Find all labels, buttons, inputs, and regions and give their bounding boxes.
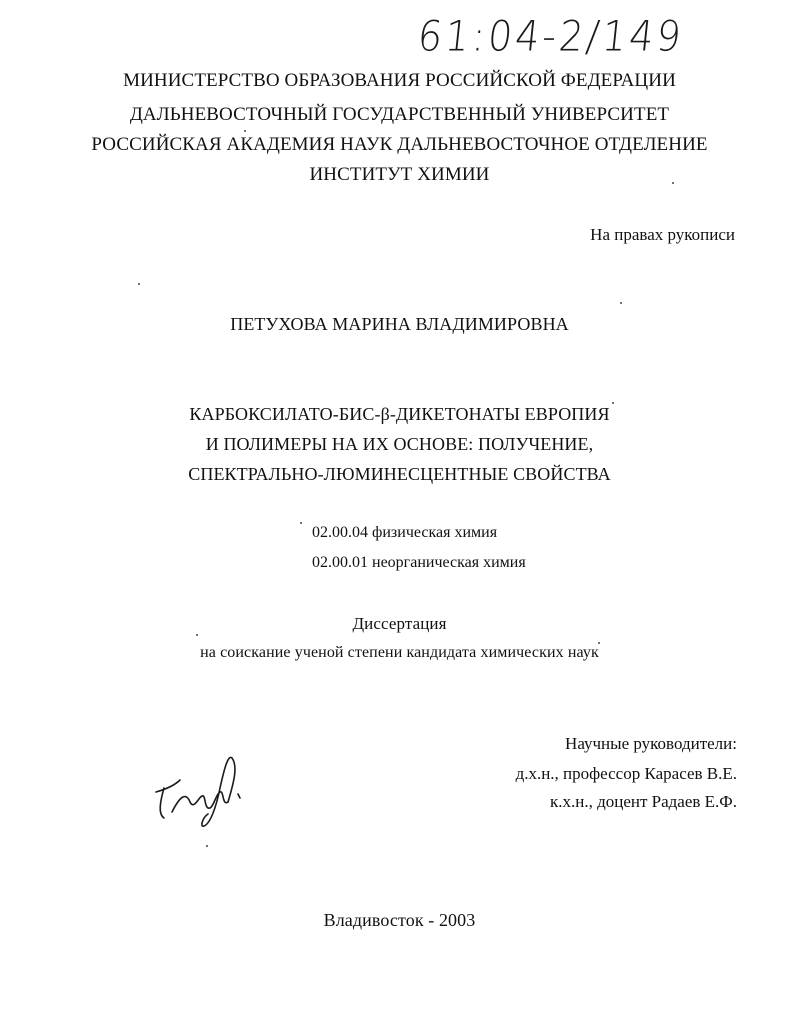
header-academy: РОССИЙСКАЯ АКАДЕМИЯ НАУК ДАЛЬНЕВОСТОЧНОЕ ОТДЕЛЕНИЕ <box>91 134 708 155</box>
scan-speck <box>138 283 140 285</box>
scan-speck <box>672 182 674 184</box>
place-year: Владивосток - 2003 <box>323 910 476 930</box>
supervisors-label: Научные руководители: <box>565 734 737 753</box>
archive-code-handwritten: 61:04-2/149 <box>415 11 687 61</box>
specialty-1: 02.00.04 физическая химия <box>312 524 498 541</box>
scan-speck <box>206 845 208 847</box>
scan-speck <box>244 130 246 132</box>
title-line-3: СПЕКТРАЛЬНО-ЛЮМИНЕСЦЕНТНЫЕ СВОЙСТВА <box>188 464 611 484</box>
supervisor-2: к.х.н., доцент Радаев Е.Ф. <box>549 792 737 811</box>
title-line-2: И ПОЛИМЕРЫ НА ИХ ОСНОВЕ: ПОЛУЧЕНИЕ, <box>205 434 594 454</box>
specialty-2: 02.00.01 неорганическая химия <box>312 554 526 571</box>
header-university: ДАЛЬНЕВОСТОЧНЫЙ ГОСУДАРСТВЕННЫЙ УНИВЕРСИТЕТ <box>129 104 670 125</box>
rights-note: На правах рукописи <box>590 225 735 244</box>
degree-type: Диссертация <box>352 614 447 633</box>
scan-speck <box>300 522 302 524</box>
scan-speck <box>620 302 622 304</box>
author-name: ПЕТУХОВА МАРИНА ВЛАДИМИРОВНА <box>230 314 569 334</box>
degree-purpose: на соискание ученой степени кандидата химических наук <box>200 644 599 661</box>
title-line-1: КАРБОКСИЛАТО-БИС-β-ДИКЕТОНАТЫ ЕВРОПИЯ <box>189 404 610 424</box>
header-ministry: МИНИСТЕРСТВО ОБРАЗОВАНИЯ РОССИЙСКОЙ ФЕДЕРАЦИИ <box>123 70 676 91</box>
scan-speck <box>598 642 600 644</box>
scan-speck <box>196 634 198 636</box>
supervisor-1: д.х.н., профессор Карасев В.Е. <box>515 764 737 783</box>
scan-speck <box>612 402 614 404</box>
signature-image <box>150 752 250 832</box>
header-institute: ИНСТИТУТ ХИМИИ <box>309 164 490 185</box>
